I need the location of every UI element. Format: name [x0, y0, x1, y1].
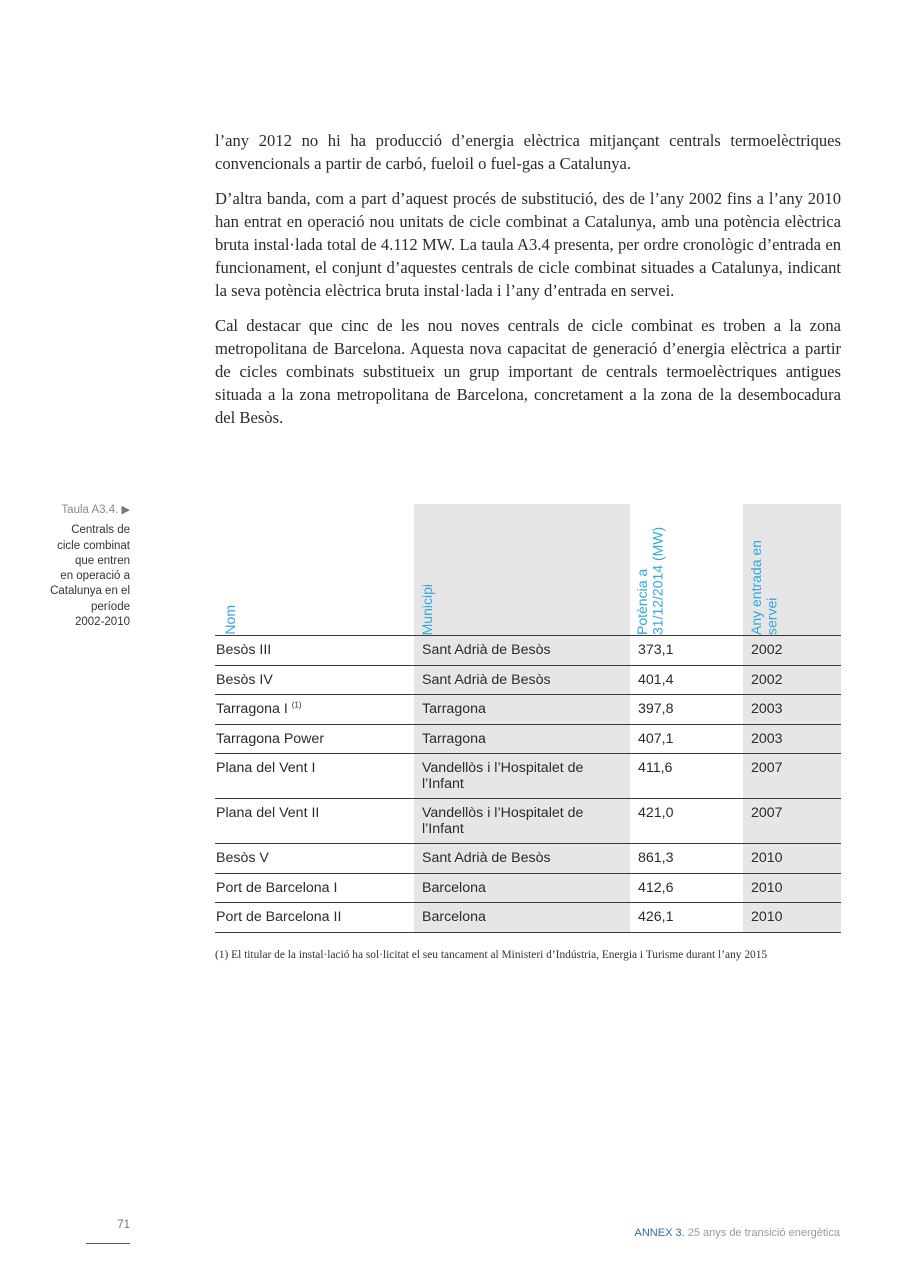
cell-municipi: Sant Adrià de Besòs [414, 636, 630, 666]
cell-nom: Besòs V [215, 844, 414, 874]
page-number: 71 [117, 1219, 130, 1231]
caption-line: en operació a [60, 570, 130, 583]
cell-municipi: Barcelona [414, 873, 630, 903]
footer-annex: ANNEX 3. [634, 1227, 685, 1239]
cell-potencia: 861,3 [630, 844, 743, 874]
cell-nom: Plana del Vent II [215, 799, 414, 844]
cell-any: 2002 [743, 665, 841, 695]
cell-nom: Besòs III [215, 636, 414, 666]
caption-line: període [90, 600, 130, 613]
paragraph: Cal destacar que cinc de les nou noves centrals de cicle combinat es troben a la zona metropolitana de Barcelona. Aquesta nova capacitat de generació d’energia elèctrica a partir de cicles combinats substitueix un grup important de centrals termoelèctriques antigues situada a la zona metropolitana de Barcelona, concretament a la zona de la desembocadura del Besòs. [215, 316, 841, 427]
cell-potencia: 373,1 [630, 636, 743, 666]
cell-potencia: 401,4 [630, 665, 743, 695]
cell-nom: Besòs IV [215, 665, 414, 695]
cell-any: 2010 [743, 903, 841, 933]
cell-potencia: 421,0 [630, 799, 743, 844]
header-any-entrada [743, 504, 841, 636]
table-row [215, 903, 841, 933]
table-footnote: (1) El titular de la instal·lació ha sol·licitat el seu tancament al Ministeri d’Indústria, Energia i Turisme durant l’any 2015 [215, 949, 768, 961]
cell-potencia: 407,1 [630, 724, 743, 754]
header-label: Any entrada en servei [748, 540, 780, 635]
header-label: Potència a 31/12/2014 (MW) [634, 526, 666, 635]
header-nom [215, 504, 414, 636]
table-row [215, 665, 841, 695]
cell-any: 2010 [743, 873, 841, 903]
table-row [215, 636, 841, 666]
cell-any: 2002 [743, 636, 841, 666]
cell-potencia: 412,6 [630, 873, 743, 903]
cell-nom [215, 695, 414, 725]
running-footer [635, 1227, 840, 1239]
table-row [215, 844, 841, 874]
cell-nom: Port de Barcelona II [215, 903, 414, 933]
cell-nom: Tarragona Power [215, 724, 414, 754]
cell-municipi: Vandellòs i l’Hospitalet de l’Infant [414, 799, 630, 844]
caption-line: Centrals de [71, 524, 130, 537]
table-row [215, 724, 841, 754]
cell-any: 2007 [743, 799, 841, 844]
cell-potencia: 397,8 [630, 695, 743, 725]
header-label: Municipi [419, 583, 435, 635]
caption-line: cicle combinat [57, 539, 130, 552]
triangle-right-icon: ▶ [121, 504, 130, 516]
cell-municipi: Sant Adrià de Besòs [414, 665, 630, 695]
cell-municipi: Vandellòs i l’Hospitalet de l’Infant [414, 754, 630, 799]
table-row [215, 799, 841, 844]
cell-municipi: Tarragona [414, 724, 630, 754]
table-row [215, 873, 841, 903]
table-row [215, 754, 841, 799]
table-row [215, 695, 841, 725]
table-caption [10, 503, 130, 630]
power-plants-table-wrap [215, 504, 841, 933]
caption-label: Taula A3.4. [61, 504, 119, 516]
cell-municipi: Sant Adrià de Besòs [414, 844, 630, 874]
cell-nom: Port de Barcelona I [215, 873, 414, 903]
cell-nom: Plana del Vent I [215, 754, 414, 799]
caption-line: Catalunya en el [50, 585, 130, 598]
footer-title: 25 anys de transició energètica [687, 1227, 840, 1239]
caption-label-row [10, 503, 130, 518]
footnote-marker: (1) [291, 700, 302, 710]
cell-nom-text: Tarragona I [216, 701, 288, 717]
power-plants-table [215, 504, 841, 933]
cell-any: 2003 [743, 724, 841, 754]
header-municipi [414, 504, 630, 636]
paragraph: l’any 2012 no hi ha producció d’energia elèctrica mitjançant centrals termoelèctriques convencionals a partir de carbó, fueloil o fuel-gas a Catalunya. [215, 131, 841, 173]
caption-line: que entren [75, 554, 130, 567]
cell-potencia: 411,6 [630, 754, 743, 799]
body-text [215, 129, 841, 441]
cell-potencia: 426,1 [630, 903, 743, 933]
paragraph: D’altra banda, com a part d’aquest procés de substitució, des de l’any 2002 fins a l’any 2010 han entrat en operació nou unitats de cicle combinat a Catalunya, amb una potència elèctrica bruta instal·lada total de 4.112 MW. La taula A3.4 presenta, per ordre cronològic d’entrada en funcionament, el conjunt d’aquestes centrals de cicle combinat situades a Catalunya, indicant la seva potència elèctrica bruta instal·lada i l’any d’entrada en servei. [215, 189, 841, 300]
page-number-rule [86, 1243, 130, 1244]
cell-any: 2003 [743, 695, 841, 725]
cell-municipi: Tarragona [414, 695, 630, 725]
header-label: Nom [222, 605, 238, 635]
cell-municipi: Barcelona [414, 903, 630, 933]
cell-any: 2007 [743, 754, 841, 799]
caption-line: 2002-2010 [75, 616, 130, 629]
cell-any: 2010 [743, 844, 841, 874]
header-potencia [630, 504, 743, 636]
table-header-row [215, 504, 841, 636]
